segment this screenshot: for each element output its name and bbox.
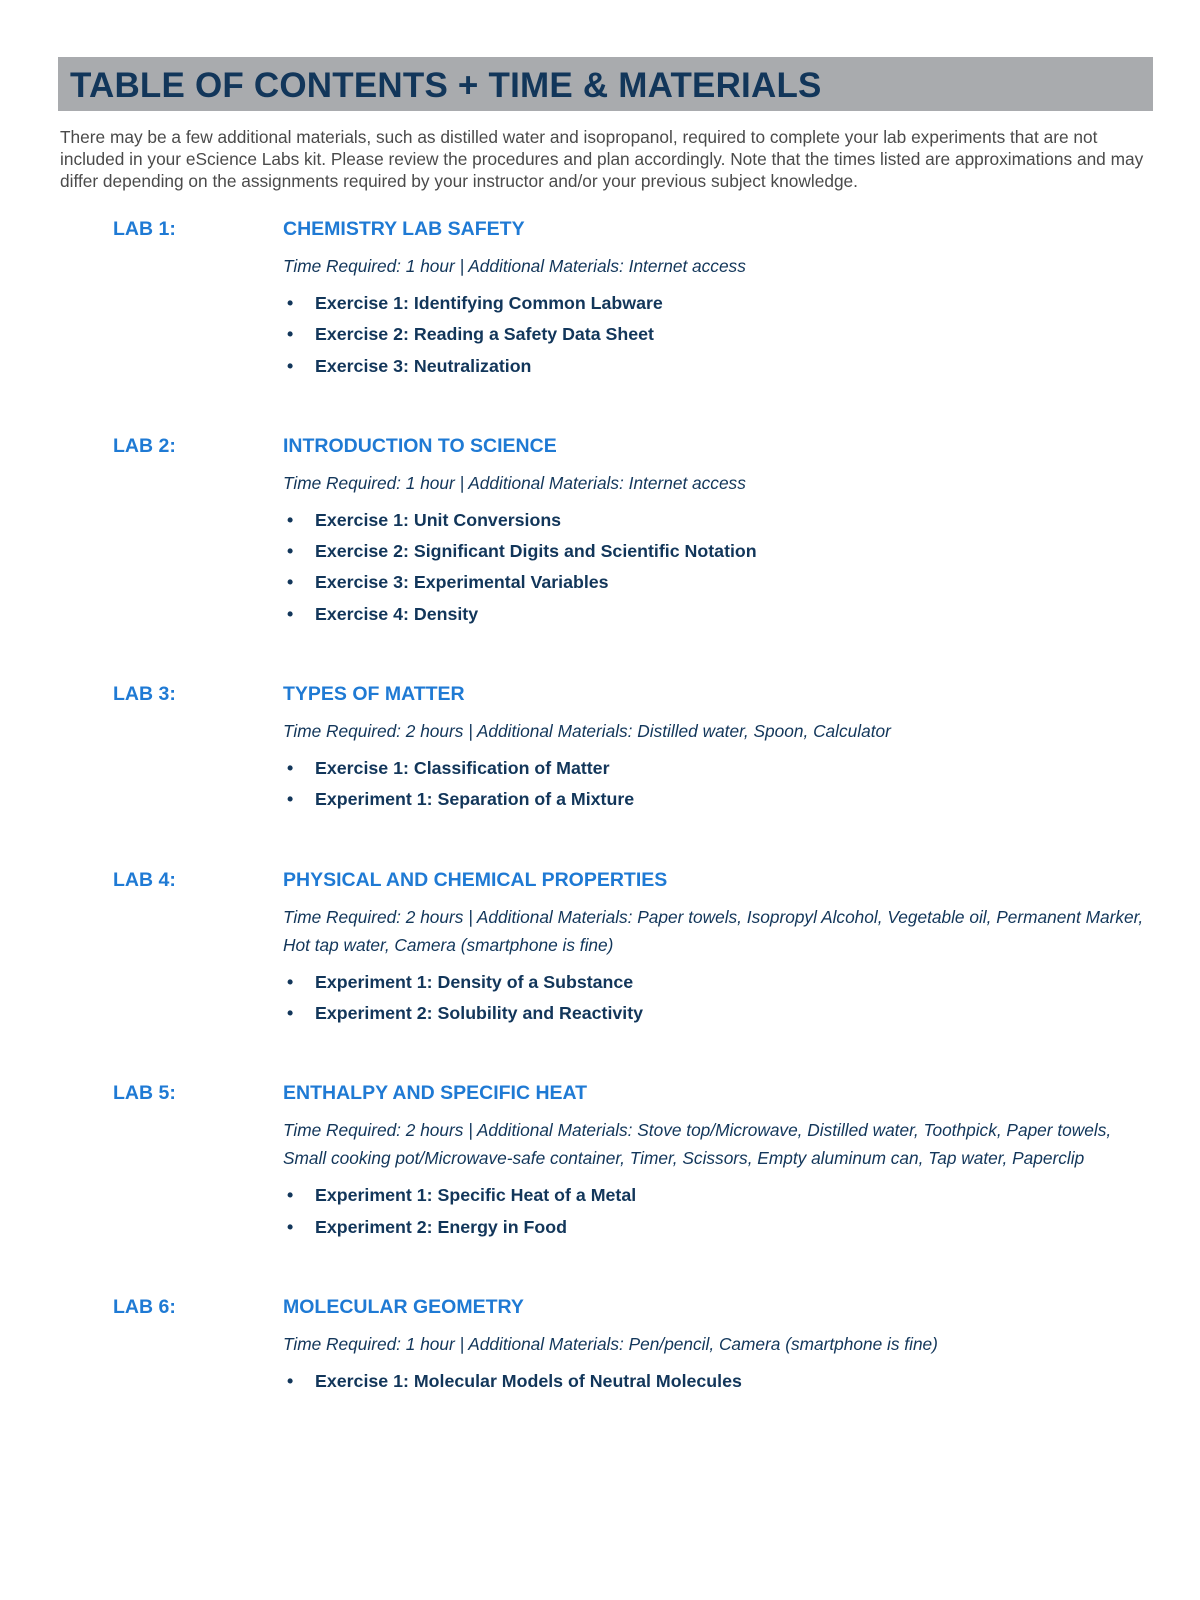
- exercise-label: Exercise 2: Reading a Safety Data Sheet: [315, 324, 654, 345]
- exercise-label: Experiment 1: Separation of a Mixture: [315, 789, 635, 810]
- lab-title: PHYSICAL AND CHEMICAL PROPERTIES: [283, 868, 668, 891]
- exercise-label: Exercise 1: Classification of Matter: [315, 758, 610, 779]
- lab-title: CHEMISTRY LAB SAFETY: [283, 218, 525, 240]
- bullet-icon: •: [287, 1185, 294, 1206]
- spacer: [0, 1029, 1200, 1080]
- exercise-list: [283, 505, 1153, 630]
- exercise-label: Exercise 1: Identifying Common Labware: [315, 293, 663, 313]
- exercise-list: [283, 1180, 1153, 1243]
- exercise-label: Exercise 1: Molecular Models of Neutral Molecules: [315, 1370, 742, 1391]
- list-item: [283, 319, 1153, 350]
- bullet-icon: •: [287, 324, 294, 345]
- exercise-label: Experiment 2: Energy in Food: [315, 1216, 567, 1237]
- lab-number: LAB 6:: [113, 1295, 176, 1318]
- list-item: [283, 288, 1153, 319]
- list-item: [283, 351, 1153, 382]
- bullet-icon: •: [287, 1216, 294, 1237]
- spacer: [0, 630, 1200, 681]
- lab-details: [283, 216, 1153, 382]
- lab-section-3: [0, 681, 1200, 816]
- bullet-icon: •: [287, 1370, 294, 1391]
- lab-time-materials: Time Required: 2 hours | Additional Materials: Paper towels, Isopropyl Alcohol, Vegetable oil, Permanent Marker, Hot tap water, Camera (smartphone is fine): [283, 906, 1144, 955]
- lab-section-1: [0, 216, 1200, 382]
- lab-title: MOLECULAR GEOMETRY: [283, 1295, 524, 1318]
- lab-number: LAB 1:: [113, 218, 176, 240]
- exercise-label: Exercise 4: Density: [315, 603, 479, 624]
- list-item: [283, 599, 1153, 630]
- list-item: [283, 1180, 1153, 1211]
- lab-details: [283, 1294, 1153, 1397]
- lab-section-4: [0, 867, 1200, 1030]
- lab-time-materials: Time Required: 1 hour | Additional Materials: Pen/pencil, Camera (smartphone is fine): [283, 1333, 938, 1354]
- bullet-icon: •: [287, 971, 294, 992]
- lab-time-materials: Time Required: 1 hour | Additional Materials: Internet access: [283, 256, 746, 276]
- bullet-icon: •: [287, 758, 294, 779]
- exercise-list: [283, 1366, 1153, 1397]
- intro-paragraph: There may be a few additional materials, such as distilled water and isopropanol, required to complete your lab experiments that are not included in your eScience Labs kit. Please review the procedures and plan accordingly. Note that the times listed are approximations and may differ depending on the assignments required by your instructor and/or your previous subject knowledge.: [60, 127, 1144, 191]
- list-item: [283, 998, 1153, 1029]
- bullet-icon: •: [287, 789, 294, 810]
- exercise-label: Exercise 2: Significant Digits and Scientific Notation: [315, 541, 757, 562]
- lab-details: [283, 433, 1153, 630]
- exercise-list: [283, 288, 1153, 382]
- exercise-label: Experiment 1: Density of a Substance: [315, 971, 634, 992]
- list-item: [283, 967, 1153, 998]
- spacer: [0, 1243, 1200, 1294]
- lab-time-materials: Time Required: 2 hours | Additional Materials: Stove top/Microwave, Distilled water, Toothpick, Paper towels, Small cooking pot/Microwave-safe container, Timer, Scissors, Empty aluminum can, Tap water, Paperclip: [283, 1120, 1112, 1169]
- bullet-icon: •: [287, 293, 294, 313]
- lab-time-materials: Time Required: 2 hours | Additional Materials: Distilled water, Spoon, Calculator: [283, 721, 891, 742]
- exercise-label: Experiment 1: Specific Heat of a Metal: [315, 1185, 637, 1206]
- lab-number: LAB 3:: [113, 683, 176, 706]
- list-item: [283, 784, 1153, 815]
- list-item: [283, 753, 1153, 784]
- exercise-list: [283, 967, 1153, 1030]
- list-item: [283, 567, 1153, 598]
- lab-number: LAB 2:: [113, 434, 176, 457]
- list-item: [283, 1366, 1153, 1397]
- page-title: TABLE OF CONTENTS + TIME & MATERIALS: [70, 66, 822, 105]
- lab-details: [283, 681, 1153, 816]
- exercise-label: Exercise 3: Neutralization: [315, 355, 532, 376]
- lab-title: INTRODUCTION TO SCIENCE: [283, 434, 557, 457]
- lab-details: [283, 1080, 1153, 1243]
- lab-section-2: [0, 433, 1200, 630]
- lab-title: TYPES OF MATTER: [283, 683, 465, 706]
- bullet-icon: •: [287, 572, 294, 593]
- bullet-icon: •: [287, 541, 294, 562]
- lab-list: [0, 216, 1200, 1397]
- lab-time-materials: Time Required: 1 hour | Additional Materials: Internet access: [283, 472, 746, 493]
- lab-section-6: [0, 1294, 1200, 1397]
- lab-section-5: [0, 1080, 1200, 1243]
- list-item: [283, 1212, 1153, 1243]
- spacer: [0, 382, 1200, 433]
- title-banner: [58, 57, 1153, 111]
- bullet-icon: •: [287, 355, 294, 376]
- list-item: [283, 536, 1153, 567]
- bullet-icon: •: [287, 509, 294, 530]
- lab-number: LAB 4:: [113, 868, 176, 891]
- bullet-icon: •: [287, 603, 294, 624]
- exercise-label: Exercise 1: Unit Conversions: [315, 509, 562, 530]
- exercise-label: Exercise 3: Experimental Variables: [315, 572, 609, 593]
- spacer: [0, 816, 1200, 867]
- list-item: [283, 505, 1153, 536]
- lab-details: [283, 867, 1153, 1030]
- exercise-list: [283, 753, 1153, 816]
- lab-number: LAB 5:: [113, 1082, 176, 1105]
- lab-title: ENTHALPY AND SPECIFIC HEAT: [283, 1082, 588, 1105]
- exercise-label: Experiment 2: Solubility and Reactivity: [315, 1002, 644, 1023]
- bullet-icon: •: [287, 1002, 294, 1023]
